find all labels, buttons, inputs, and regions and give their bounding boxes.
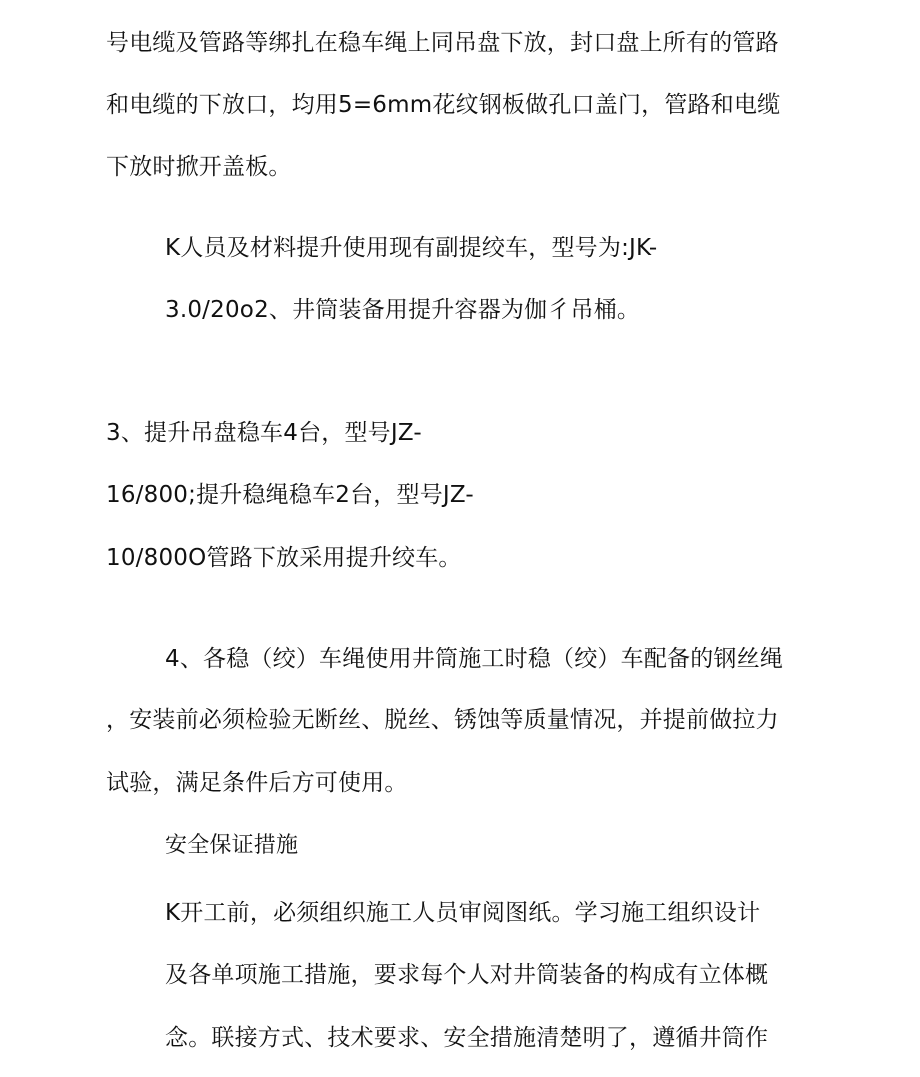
paragraph-4-line-3: 试验，满足条件后方可使用。: [106, 770, 408, 796]
paragraph-1-line-3: 下放时掀开盖板。: [106, 154, 292, 180]
paragraph-3-line-1: 3、提升吊盘稳车4台，型号JZ-: [106, 420, 422, 446]
section-heading: 安全保证措施: [165, 833, 299, 858]
safety-paragraph-line-1: K开工前，必须组织施工人员审阅图纸。学习施工组织设计: [165, 900, 761, 926]
paragraph-2-line-2: 3.0/20o2、井筒装备用提升容器为伽彳吊桶。: [165, 297, 641, 323]
paragraph-1-line-1: 号电缆及管路等绑扎在稳车绳上同吊盘下放，封口盘上所有的管路: [106, 30, 779, 56]
safety-paragraph-line-2: 及各单项施工措施，要求每个人对井筒装备的构成有立体概: [165, 962, 769, 988]
paragraph-4-line-2: ，安装前必须检验无断丝、脱丝、锈蚀等质量情况，并提前做拉力: [106, 707, 779, 733]
paragraph-4-line-1: 4、各稳（绞）车绳使用井筒施工时稳（绞）车配备的钢丝绳: [165, 646, 784, 672]
paragraph-1-line-2: 和电缆的下放口，均用5=6mm花纹钢板做孔口盖门，管路和电缆: [106, 92, 781, 118]
paragraph-2-line-1: K人员及材料提升使用现有副提绞车，型号为:JK-: [165, 235, 658, 261]
safety-paragraph-line-3: 念。联接方式、技术要求、安全措施清楚明了，遵循井筒作: [165, 1025, 769, 1051]
paragraph-3-line-2: 16/800;提升稳绳稳车2台，型号JZ-: [106, 482, 474, 508]
paragraph-3-line-3: 10/800O管路下放采用提升绞车。: [106, 545, 462, 571]
